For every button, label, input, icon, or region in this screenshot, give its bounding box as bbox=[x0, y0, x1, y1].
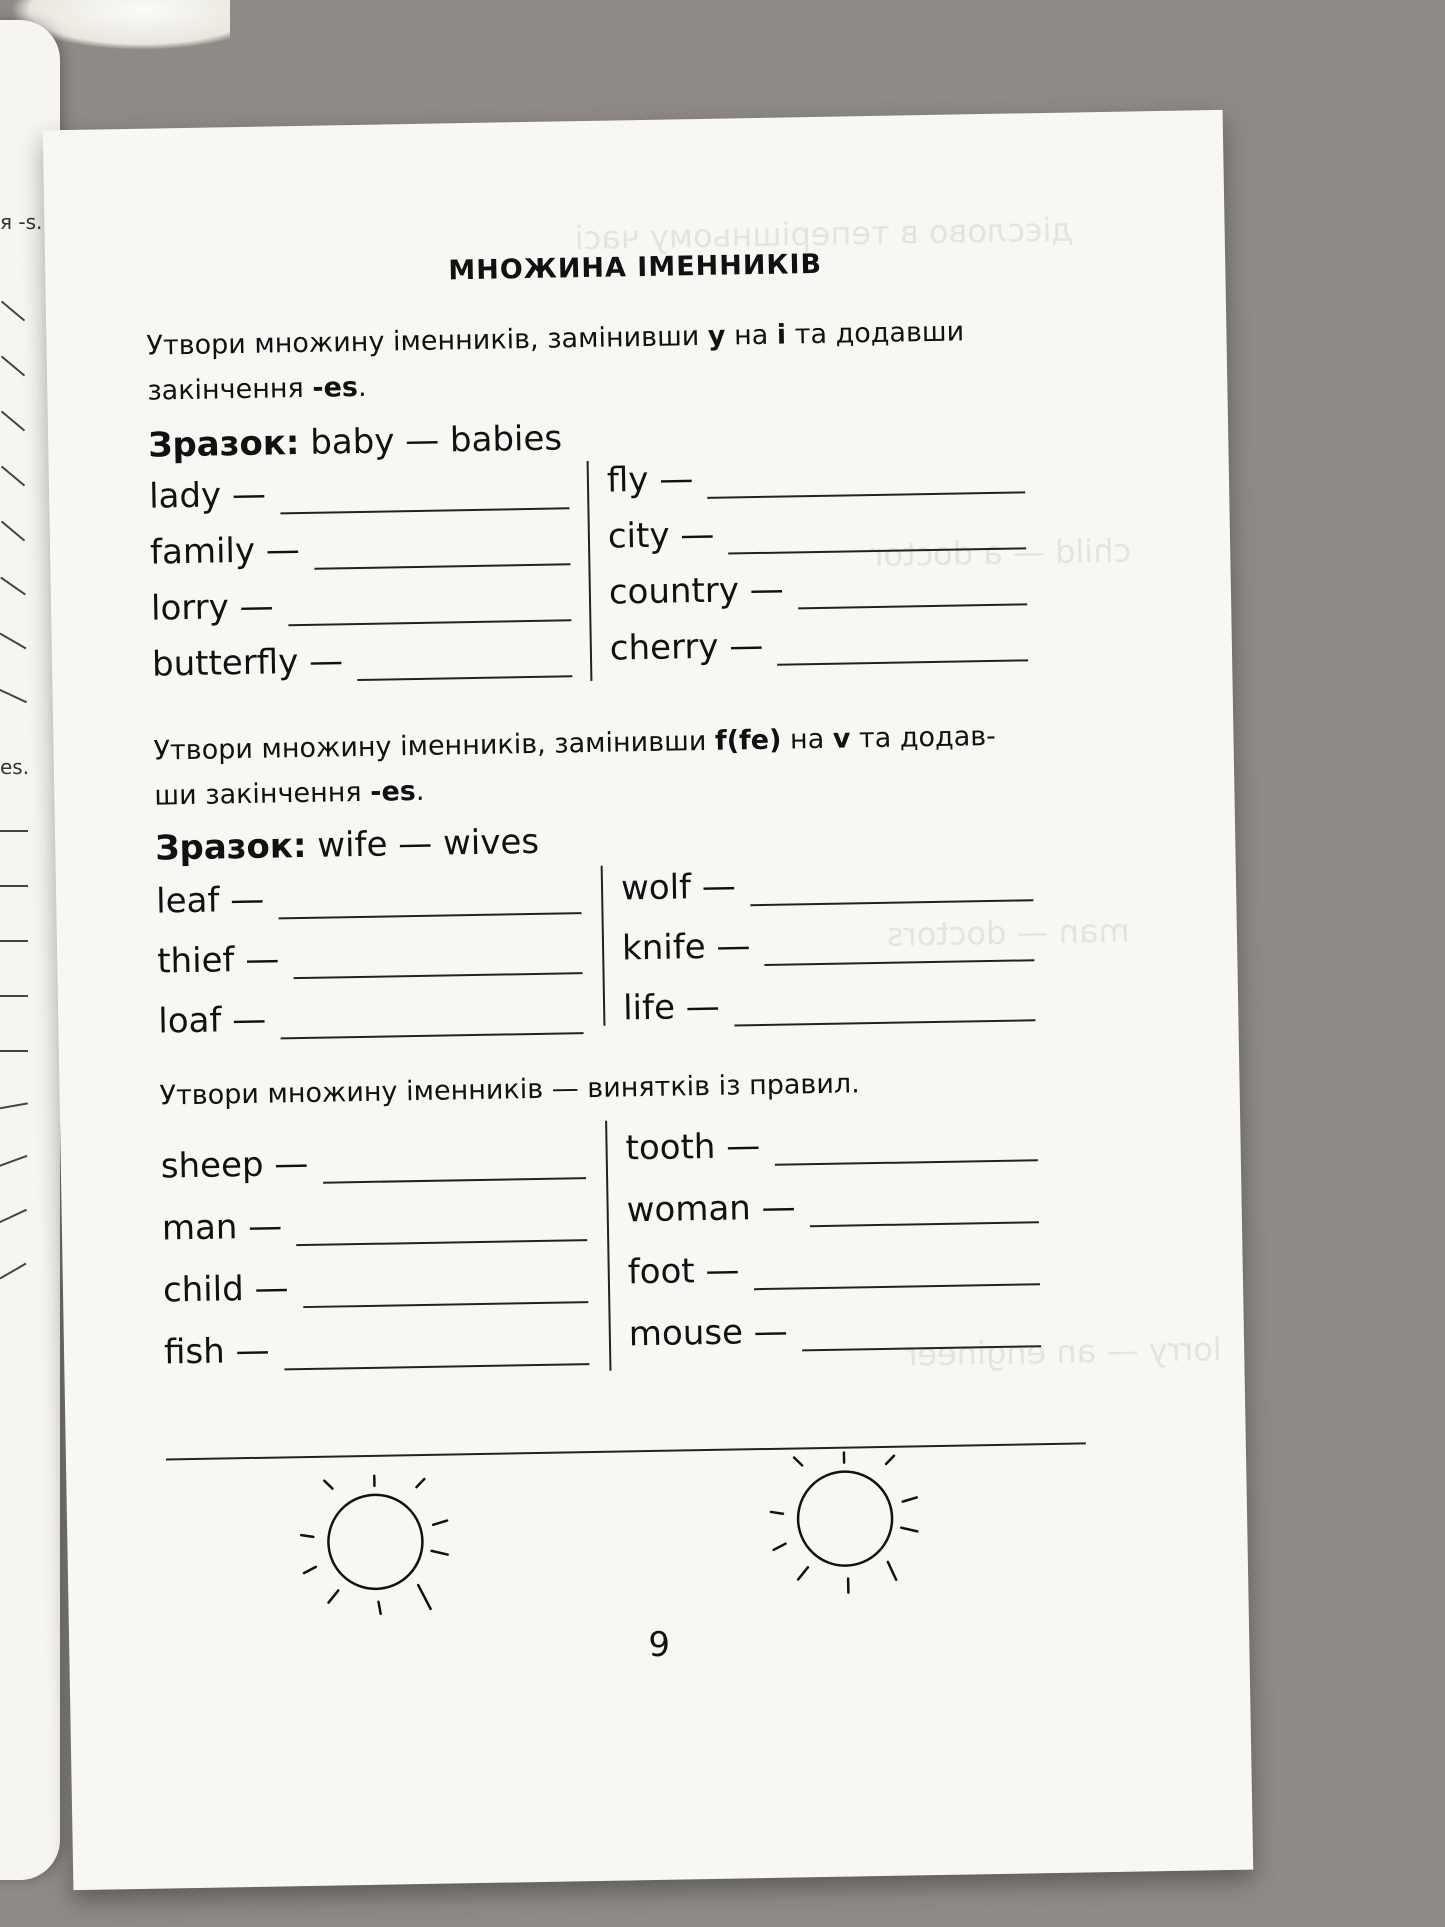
answer-blank[interactable] bbox=[764, 929, 1034, 966]
exercise-item: leaf — bbox=[156, 866, 582, 921]
section-1-sample: Зразок: baby — babies bbox=[147, 418, 563, 466]
answer-blank[interactable] bbox=[283, 1333, 589, 1370]
answer-blank[interactable] bbox=[293, 942, 582, 979]
exercise-item: man — bbox=[161, 1193, 587, 1248]
section-1-instruction: Утвори множину іменників, замінивши y на i та додавши закінчення -es. bbox=[146, 316, 965, 407]
bleed-through-text: child — a doctor bbox=[869, 531, 1132, 575]
answer-blank[interactable] bbox=[287, 589, 571, 626]
answer-blank[interactable] bbox=[802, 1315, 1042, 1351]
column-divider bbox=[601, 866, 606, 1026]
exercise-item: country — bbox=[608, 557, 1027, 612]
answer-blank[interactable] bbox=[322, 1147, 586, 1184]
answer-blank[interactable] bbox=[280, 1002, 584, 1039]
exercise-item: woman — bbox=[626, 1175, 1039, 1230]
left-rule bbox=[0, 633, 26, 650]
left-rule bbox=[0, 1050, 28, 1052]
answer-blank[interactable] bbox=[797, 573, 1027, 609]
answer-blank[interactable] bbox=[314, 533, 571, 569]
exercise-item: tooth — bbox=[625, 1113, 1038, 1168]
exercise-item: mouse — bbox=[628, 1299, 1041, 1354]
bleed-through-text: lorry — an engineer bbox=[903, 1330, 1223, 1374]
page-title: МНОЖИНА ІМЕННИКІВ bbox=[448, 248, 823, 287]
left-rule bbox=[1, 301, 25, 322]
left-rule bbox=[1, 521, 25, 542]
exercise-item: thief — bbox=[157, 926, 583, 981]
workbook-page bbox=[43, 110, 1254, 1890]
exercise-item: butterfly — bbox=[152, 629, 573, 684]
left-rule bbox=[0, 689, 27, 703]
answer-blank[interactable] bbox=[707, 461, 1025, 499]
exercise-item: family — bbox=[150, 517, 571, 572]
exercise-item: fly — bbox=[606, 445, 1025, 500]
answer-blank[interactable] bbox=[753, 1253, 1040, 1290]
sun-icon bbox=[296, 1468, 459, 1621]
answer-blank[interactable] bbox=[728, 517, 1026, 554]
exercise-item: knife — bbox=[622, 913, 1035, 968]
answer-blank[interactable] bbox=[809, 1191, 1039, 1227]
exercise-item: fish — bbox=[164, 1317, 590, 1372]
section-2-sample: Зразок: wife — wives bbox=[154, 821, 540, 869]
bottom-rule bbox=[166, 1442, 1086, 1460]
column-divider bbox=[605, 1121, 611, 1371]
answer-blank[interactable] bbox=[734, 989, 1036, 1026]
left-rule bbox=[0, 577, 26, 596]
exercise-item: child — bbox=[163, 1255, 589, 1310]
answer-blank[interactable] bbox=[302, 1271, 588, 1308]
exercise-item: lady — bbox=[149, 461, 570, 516]
answer-blank[interactable] bbox=[774, 1129, 1038, 1166]
bleed-through-text: man — doctors bbox=[886, 911, 1131, 954]
section-2-instruction: Утвори множину іменників, замінивши f(fe) на v та додав-ши закінчення -es. bbox=[153, 720, 997, 812]
left-rule bbox=[0, 940, 28, 942]
exercise-item: sheep — bbox=[160, 1131, 586, 1186]
exercise-item: cherry — bbox=[609, 613, 1028, 668]
left-rule bbox=[1, 411, 25, 432]
section-3-instruction: Утвори множину іменників — винятків із правил. bbox=[159, 1068, 860, 1112]
exercise-item: wolf — bbox=[621, 853, 1034, 908]
answer-blank[interactable] bbox=[750, 869, 1034, 906]
answer-blank[interactable] bbox=[278, 882, 582, 919]
answer-blank[interactable] bbox=[280, 477, 570, 514]
left-rule bbox=[0, 885, 28, 887]
left-rule bbox=[1, 356, 25, 377]
exercise-item: foot — bbox=[627, 1237, 1040, 1292]
left-rule bbox=[0, 1102, 28, 1109]
left-edge-text-1: я -s. bbox=[0, 210, 43, 234]
column-divider bbox=[587, 461, 593, 681]
left-rule bbox=[0, 1155, 27, 1167]
exercise-item: life — bbox=[623, 973, 1036, 1028]
bleed-through-text: дієслово в теперішньому часі bbox=[574, 210, 1074, 258]
left-rule bbox=[1, 466, 25, 487]
left-rule bbox=[0, 995, 28, 997]
exercise-item: city — bbox=[607, 501, 1026, 556]
sun-icon bbox=[766, 1445, 929, 1598]
exercise-item: lorry — bbox=[151, 573, 572, 628]
answer-blank[interactable] bbox=[777, 629, 1028, 665]
answer-blank[interactable] bbox=[296, 1209, 587, 1246]
left-rule bbox=[0, 830, 28, 832]
exercise-item: loaf — bbox=[158, 986, 584, 1041]
left-rule bbox=[0, 1263, 26, 1280]
left-rule bbox=[0, 1209, 27, 1223]
page-number: 9 bbox=[648, 1624, 671, 1666]
answer-blank[interactable] bbox=[357, 645, 572, 681]
left-edge-text-2: es. bbox=[0, 755, 30, 779]
